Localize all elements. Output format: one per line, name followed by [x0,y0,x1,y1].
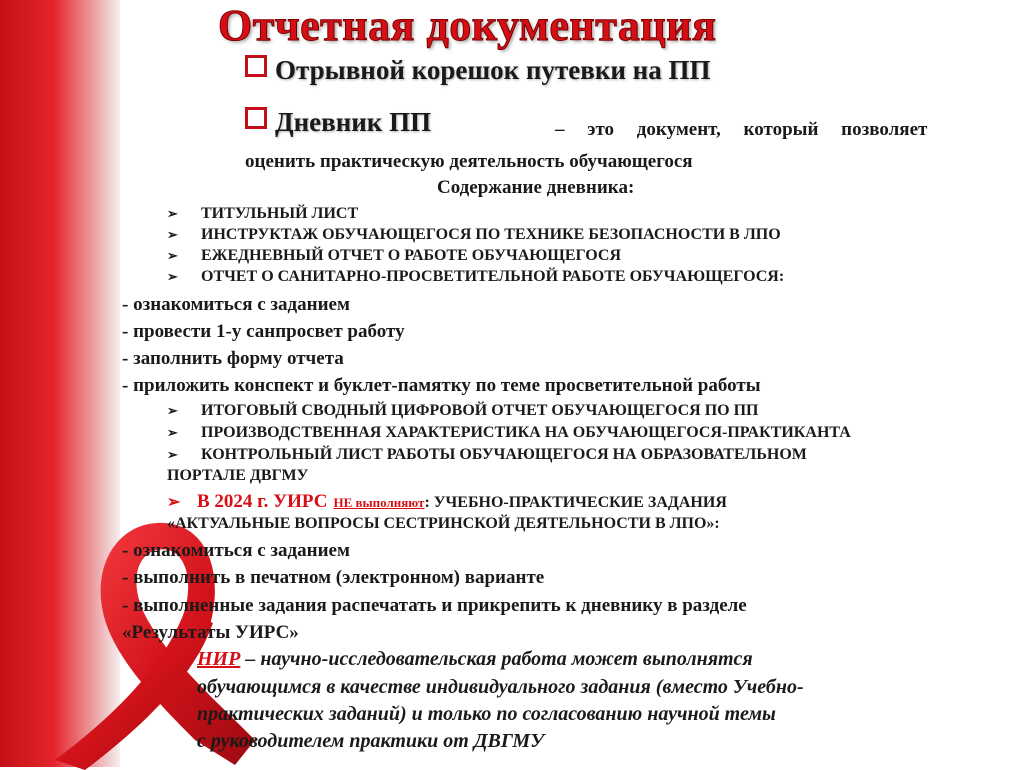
task-item: - выполнить в печатном (электронном) варианте [122,567,545,588]
arrow-right-icon: ➢ [167,206,178,221]
task-item: «Результаты УИРС» [122,622,299,643]
uirs-line-2: «АКТУАЛЬНЫЕ ВОПРОСЫ СЕСТРИНСКОЙ ДЕЯТЕЛЬНОСТИ В ЛПО»: [167,515,720,532]
uirs-year: В 2024 г. УИРС [197,491,328,512]
stub-label: Отрывной корешок путевки на ПП [275,55,711,85]
checkbox-square-icon [245,55,267,77]
task-item: - приложить конспект и буклет-памятку по теме просветительной работы [122,375,761,396]
arrow-right-icon: ➢ [167,425,178,440]
nir-line-2: обучающимся в качестве индивидуального задания (вместо Учебно- [197,676,804,698]
arrow-right-icon: ➢ [167,269,178,284]
checkbox-square-icon [245,107,267,129]
contents-item: ➢ ПРОИЗВОДСТВЕННАЯ ХАРАКТЕРИСТИКА НА ОБУЧАЮЩЕГОСЯ-ПРАКТИКАНТА [167,424,851,441]
contents-heading: Содержание дневника: [437,177,635,198]
diary-desc: – это документ, который позволяет [555,119,928,140]
item-stub [245,55,711,86]
contents-item: ➢ ЕЖЕДНЕВНЫЙ ОТЧЕТ О РАБОТЕ ОБУЧАЮЩЕГОСЯ [167,247,622,264]
task-item: - ознакомиться с заданием [122,540,350,561]
arrow-right-icon: ➢ [167,403,178,418]
diary-desc-2: оценить практическую деятельность обучающегося [245,151,693,172]
arrow-right-icon: ➢ [167,248,178,263]
uirs-line [167,491,727,513]
nir-text-1: – научно-исследовательская работа может выполнятся [240,648,753,670]
nir-line-3: практических заданий) и только по согласованию научной темы [197,703,776,725]
contents-item: ➢ ТИТУЛЬНЫЙ ЛИСТ [167,205,359,222]
page-title: Отчетная документация [218,1,717,50]
contents-item: ➢ ОТЧЕТ О САНИТАРНО-ПРОСВЕТИТЕЛЬНОЙ РАБОТЕ ОБУЧАЮЩЕГОСЯ: [167,268,785,285]
contents-item: ➢ ИТОГОВЫЙ СВОДНЫЙ ЦИФРОВОЙ ОТЧЕТ ОБУЧАЮЩЕГОСЯ ПО ПП [167,402,759,419]
arrow-right-icon: ➢ [167,494,181,511]
arrow-right-icon: ➢ [167,227,178,242]
nir-line-1 [167,648,753,671]
arrow-right-icon: ➢ [167,652,181,669]
task-item: - ознакомиться с заданием [122,294,350,315]
contents-item-cont: ПОРТАЛЕ ДВГМУ [167,467,309,484]
diary-label: Дневник ПП [275,107,432,137]
uirs-rest: : УЧЕБНО-ПРАКТИЧЕСКИЕ ЗАДАНИЯ [424,494,727,511]
task-item: - провести 1-у санпросвет работу [122,321,405,342]
task-item: - выполненные задания распечатать и прикрепить к дневнику в разделе [122,595,747,616]
item-diary [245,107,431,138]
uirs-not-done: НЕ выполняют [333,495,425,510]
contents-item: ➢ КОНТРОЛЬНЫЙ ЛИСТ РАБОТЫ ОБУЧАЮЩЕГОСЯ НА ОБРАЗОВАТЕЛЬНОМ [167,446,807,463]
nir-line-4: с руководителем практики от ДВГМУ [197,730,545,752]
contents-item: ➢ ИНСТРУКТАЖ ОБУЧАЮЩЕГОСЯ ПО ТЕХНИКЕ БЕЗОПАСНОСТИ В ЛПО [167,226,781,243]
nir-abbr: НИР [197,648,241,670]
task-item: - заполнить форму отчета [122,348,344,369]
arrow-right-icon: ➢ [167,447,178,462]
